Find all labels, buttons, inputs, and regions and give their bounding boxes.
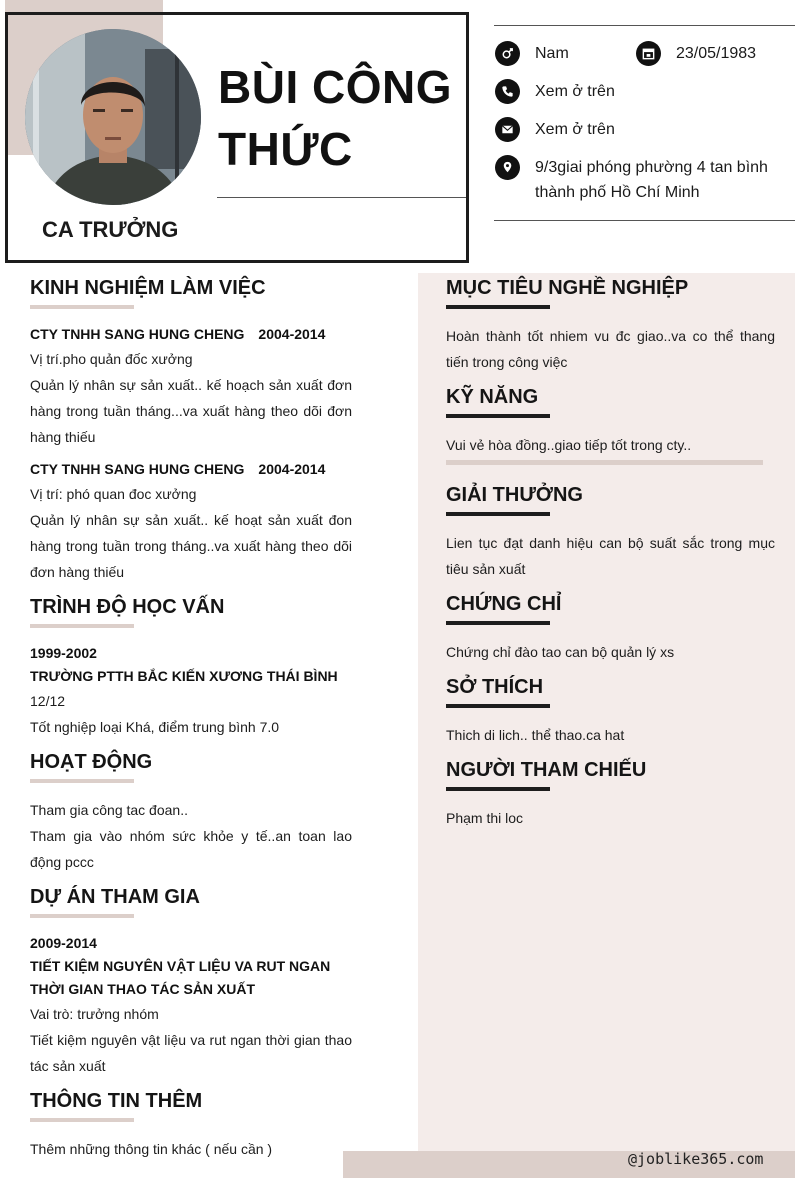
contact-phone [495,79,615,104]
experience-header [30,323,352,346]
references-text: Phạm thi loc [446,810,524,826]
objective-underline [446,305,550,309]
skills-underline [446,414,550,418]
education-grade: 12/12 [30,693,66,709]
more-info-section [30,1089,352,1162]
candidate-name-line2: THỨC [218,123,353,175]
name-divider [217,197,466,198]
experience-company: CTY TNHH SANG HUNG CHENG [30,461,245,477]
references-underline [446,787,550,791]
hobbies-section [446,675,775,748]
contact-top-divider [494,25,795,26]
experience-period: 2004-2014 [258,326,326,342]
address-line2: thành phố Hồ Chí Minh [535,184,700,201]
certificates-underline [446,621,550,625]
gender-icon [495,41,520,66]
contact-gender [495,41,569,66]
location-icon [495,155,520,180]
projects-section [30,885,352,1079]
experience-description: Quản lý nhân sự sản xuất.. kế hoạt sản xuất đon hàng trong tuần trong tháng..va xuất hàng theo dõi đơn hàng thiếu [30,512,352,580]
phone-icon [495,79,520,104]
objective-text: Hoàn thành tốt nhiem vu đc giao..va co thể thang tiến trong công việc [446,328,775,370]
skills-text: Vui vẻ hòa đồng..giao tiếp tốt trong cty.. [446,437,692,453]
more-info-title: THÔNG TIN THÊM [30,1090,203,1112]
experience-title: KINH NGHIỆM LÀM VIỆC [30,277,266,299]
project-period: 2009-2014 [30,935,97,951]
projects-title: DỰ ÁN THAM GIA [30,886,200,908]
email-icon [495,117,520,142]
address-line1: 9/3giai phóng phường 4 tan bình [535,159,768,176]
experience-section [30,276,352,585]
contact-birthday [636,41,756,66]
more-info-underline [30,1118,134,1122]
awards-text: Lien tục đạt danh hiệu can bộ suất sắc trong mục tiêu sản xuất [446,535,775,577]
experience-header [30,458,352,481]
education-section [30,595,352,740]
activity-item: Tham gia công tac đoan.. [30,802,188,818]
activities-underline [30,779,134,783]
education-result: Tốt nghiệp loại Khá, điểm trung bình 7.0 [30,719,280,735]
experience-company: CTY TNHH SANG HUNG CHENG [30,326,245,342]
footer-watermark: @joblike365.com [628,1150,764,1168]
education-school: TRƯỜNG PTTH BẮC KIẾN XƯƠNG THÁI BÌNH [30,668,338,684]
contact-email [495,117,615,142]
experience-underline [30,305,134,309]
references-section [446,758,775,831]
awards-underline [446,512,550,516]
education-title: TRÌNH ĐỘ HỌC VẤN [30,596,225,618]
certificates-title: CHỨNG CHỈ [446,593,562,615]
birthday-value: 23/05/1983 [676,45,757,62]
avatar-photo [25,29,201,205]
skills-section [446,385,775,465]
objective-title: MỤC TIÊU NGHỀ NGHIỆP [446,277,689,299]
activity-item: Tham gia vào nhóm sức khỏe y tế..an toan lao động pccc [30,828,352,870]
candidate-name-line1: BÙI CÔNG [218,61,452,113]
candidate-name [218,56,458,180]
references-title: NGƯỜI THAM CHIẾU [446,759,647,781]
left-column [30,276,352,1162]
job-title: CA TRƯỞNG [42,217,179,242]
activities-section [30,750,352,875]
activities-title: HOẠT ĐỘNG [30,751,153,773]
objective-section [446,276,775,375]
experience-period: 2004-2014 [258,461,326,477]
experience-position: Vị trí.pho quản đốc xưởng [30,351,193,367]
hobbies-title: SỞ THÍCH [446,676,544,698]
hobbies-text: Thich di lich.. thể thao.ca hat [446,727,625,743]
certificates-section [446,592,775,665]
experience-description: Quản lý nhân sự sản xuất.. kế hoạch sản xuất đơn hàng trong tuần tháng...va xuất hàng theo dõi đơn hàng thiếu [30,377,352,445]
avatar [25,29,201,205]
calendar-icon [636,41,661,66]
contact-bottom-divider [494,220,795,221]
projects-underline [30,914,134,918]
more-info-text: Thêm những thông tin khác ( nếu cần ) [30,1141,273,1157]
experience-position: Vị trí: phó quan đoc xưởng [30,486,197,502]
experience-item [30,323,352,450]
right-column [446,276,775,831]
project-role: Vai trò: trưởng nhóm [30,1006,159,1022]
education-underline [30,624,134,628]
phone-value: Xem ở trên [535,83,615,100]
awards-title: GIẢI THƯỞNG [446,484,583,506]
skills-title: KỸ NĂNG [446,386,539,408]
contact-address [495,155,768,205]
experience-item [30,458,352,585]
email-value: Xem ở trên [535,121,615,138]
gender-value: Nam [535,45,569,62]
awards-section [446,483,775,582]
hobbies-underline [446,704,550,708]
education-period: 1999-2002 [30,645,97,661]
address-value [535,155,768,205]
certificates-text: Chứng chỉ đào tao can bộ quản lý xs [446,644,675,660]
project-name: TIẾT KIỆM NGUYÊN VẬT LIỆU VA RUT NGAN THỜI GIAN THAO TÁC SẢN XUẤT [30,958,331,997]
project-description: Tiết kiệm nguyên vật liệu va rut ngan thời gian thao tác sản xuất [30,1032,352,1074]
